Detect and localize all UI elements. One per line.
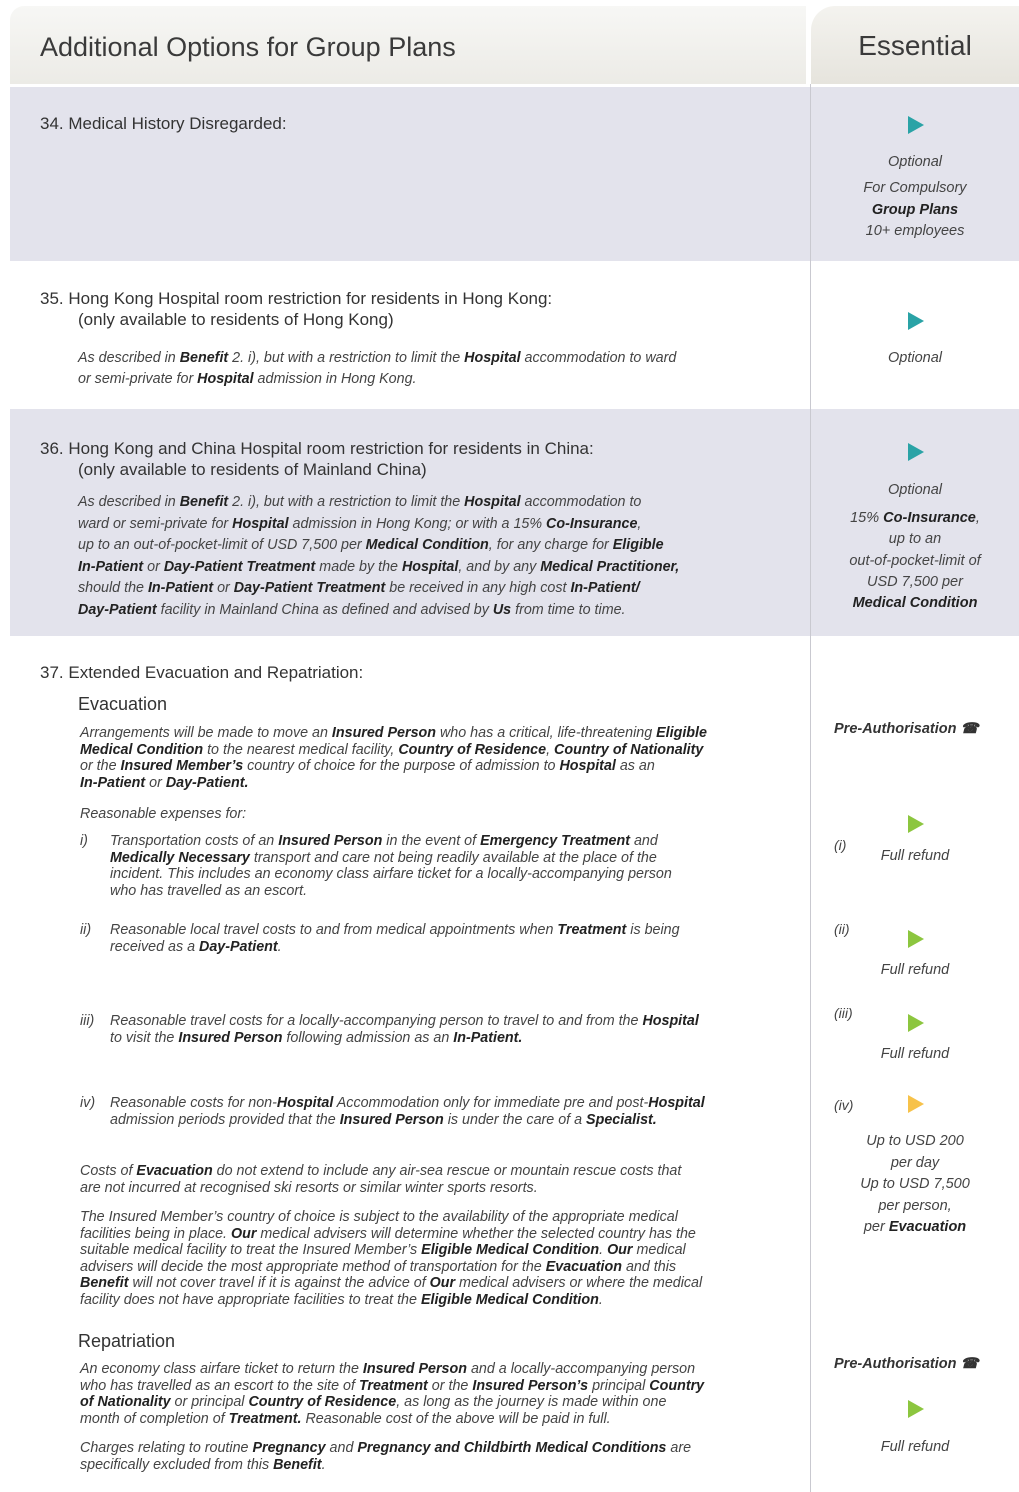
item-line: received as a Day-Patient. [110, 938, 282, 955]
page-title: Additional Options for Group Plans [40, 32, 456, 62]
item-iv-limit: Up to USD 200 [866, 1133, 964, 1149]
item-iii-refund: Full refund [880, 1046, 950, 1062]
section-36-line: ward or semi-private for Hospital admission in Hong Kong; or with a 15% Co-Insurance, [78, 515, 642, 532]
item-iii-body [110, 1013, 699, 1046]
country-choice-paragraph [80, 1209, 702, 1309]
choice-line: facilities being in place. Our medical advisers will determine whether the selected country has the [80, 1225, 696, 1242]
section-36-coinsurance: 15% Co-Insurance, [850, 510, 980, 526]
section-34-optional: Optional [887, 154, 942, 170]
section-36-right-line: up to an [888, 531, 942, 547]
section-36-line: Day-Patient facility in Mainland China as defined and advised by Us from time to time. [78, 601, 626, 618]
section-35-arrow-icon [908, 312, 924, 330]
item-line: Medically Necessary transport and care not being readily available at the place of the [110, 849, 657, 866]
choice-line: advisers will decide the most appropriate method of transportation for the Evacuation and this [80, 1258, 677, 1275]
right-item-number: (ii) [834, 921, 850, 937]
item-iv-arrow-icon [908, 1095, 924, 1113]
evacuation-body [80, 725, 707, 791]
section-36-optional: Optional [887, 482, 942, 498]
repatriation-refund: Full refund [880, 1439, 950, 1455]
costs-line: are not incurred at recognised ski resorts or similar winter sports resorts. [80, 1179, 538, 1196]
column-title: Essential [858, 30, 972, 61]
item-line: Reasonable travel costs for a locally-accompanying person to travel to and from the Hospital [110, 1013, 699, 1029]
section-37-heading: 37. Extended Evacuation and Repatriation: [40, 663, 364, 682]
item-i-arrow-icon [908, 815, 924, 833]
section-36-heading: 36. Hong Kong and China Hospital room restriction for residents in China: [40, 439, 594, 458]
costs-line: Costs of Evacuation do not extend to include any air-sea rescue or mountain rescue costs that [80, 1163, 682, 1179]
section-36-right-line: out-of-pocket-limit of [849, 553, 981, 569]
item-ii-refund: Full refund [880, 962, 950, 978]
pre-authorisation-repat: Pre-Authorisation ☎ [834, 1356, 979, 1372]
item-ii-arrow-icon [908, 930, 924, 948]
choice-line: suitable medical facility to treat the Insured Member’s Eligible Medical Condition. Our medical [80, 1242, 686, 1259]
section-34-heading: 34. Medical History Disregarded: [40, 114, 287, 133]
section-35-optional: Optional [887, 350, 942, 366]
pregnancy-line: specifically excluded from this Benefit. [80, 1456, 326, 1473]
section-34-compulsory: For Compulsory [863, 180, 967, 196]
item-number: iv) [80, 1095, 96, 1111]
item-iv-limit: Up to USD 7,500 [860, 1176, 970, 1192]
repatriation-line: of Nationality or principal Country of Residence, as long as the journey is made within one [80, 1394, 667, 1411]
item-i-body [110, 833, 672, 899]
section-36-subheading: (only available to residents of Mainland China) [78, 460, 427, 479]
choice-line: The Insured Member’s country of choice is subject to the availability of the appropriate medical [80, 1209, 678, 1225]
item-line: Reasonable costs for non-Hospital Accommodation only for immediate pre and post-Hospital [110, 1095, 705, 1111]
section-36-right-line: Medical Condition [852, 595, 978, 611]
item-line: to visit the Insured Person following admission as an In-Patient. [110, 1029, 523, 1046]
item-iv-limit: per person, [878, 1198, 952, 1214]
section-35-text: As described in Benefit 2. i), but with a restriction to limit the Hospital accommodation to ward [78, 350, 677, 366]
item-iv-limit: per day [890, 1155, 940, 1171]
repatriation-title: Repatriation [78, 1331, 176, 1351]
item-iv-limit: per Evacuation [863, 1219, 967, 1235]
section-34-employees: 10+ employees [865, 223, 965, 239]
section-36-line: As described in Benefit 2. i), but with a restriction to limit the Hospital accommodation to [78, 494, 642, 510]
section-34-arrow-icon [908, 116, 924, 134]
evacuation-line: Arrangements will be made to move an Insured Person who has a critical, life-threatening Eligible [80, 725, 707, 741]
item-line: Reasonable local travel costs to and from medical appointments when Treatment is being [110, 922, 680, 938]
right-item-number: (i) [834, 837, 847, 853]
column-divider [810, 84, 811, 1492]
item-line: admission periods provided that the Insured Person is under the care of a Specialist. [110, 1111, 657, 1128]
section-34-group-plans: Group Plans [871, 202, 959, 218]
item-line: incident. This includes an economy class airfare ticket for a locally-accompanying person [110, 866, 672, 883]
pregnancy-exclusion [80, 1440, 691, 1473]
section-36-line: should the In-Patient or Day-Patient Treatment be received in any high cost In-Patient/ [78, 580, 640, 597]
item-line: Transportation costs of an Insured Person in the event of Emergency Treatment and [110, 833, 658, 849]
choice-line: Benefit will not cover travel if it is against the advice of Our medical advisers or where the medical [80, 1275, 703, 1292]
section-36-body [78, 492, 679, 622]
item-number: ii) [80, 922, 92, 938]
repatriation-line: month of completion of Treatment. Reasonable cost of the above will be paid in full. [80, 1410, 611, 1427]
right-item-number: (iii) [834, 1005, 853, 1021]
section-35-text: or semi-private for Hospital admission in Hong Kong. [78, 371, 417, 387]
repatriation-line: An economy class airfare ticket to return the Insured Person and a locally-accompanying person [80, 1361, 696, 1377]
pregnancy-line: Charges relating to routine Pregnancy and Pregnancy and Childbirth Medical Conditions are [80, 1440, 692, 1456]
repatriation-line: who has travelled as an escort to the site of Treatment or the Insured Person’s principal Country [80, 1377, 705, 1394]
item-ii-body [110, 922, 680, 955]
evacuation-line: or the Insured Member’s country of choice for the purpose of admission to Hospital as an [80, 758, 655, 775]
costs-paragraph [80, 1163, 681, 1196]
section-35-heading: 35. Hong Kong Hospital room restriction for residents in Hong Kong: [40, 289, 553, 308]
repatriation-body [80, 1361, 704, 1427]
item-number: i) [80, 833, 88, 849]
section-36-line: up to an out-of-pocket-limit of USD 7,500 per Medical Condition, for any charge for Eligible [78, 537, 664, 554]
section-36-right-line: USD 7,500 per [867, 574, 963, 590]
pre-authorisation-evac: Pre-Authorisation ☎ [834, 721, 979, 737]
section-36-line: In-Patient or Day-Patient Treatment made by the Hospital, and by any Medical Practitioner, [78, 558, 680, 575]
reasonable-expenses: Reasonable expenses for: [80, 806, 247, 822]
item-iii-arrow-icon [908, 1014, 924, 1032]
item-iv-body [110, 1095, 705, 1128]
evacuation-line: In-Patient or Day-Patient. [80, 774, 249, 791]
choice-line: facility does not have appropriate facilities to treat the Eligible Medical Condition. [80, 1291, 603, 1308]
right-item-number: (iv) [834, 1097, 854, 1113]
section-36-arrow-icon [908, 443, 924, 461]
repatriation-arrow-icon [908, 1400, 924, 1418]
item-i-refund: Full refund [880, 848, 950, 864]
item-number: iii) [80, 1013, 95, 1029]
evacuation-line: Medical Condition to the nearest medical facility, Country of Residence, Country of Nationality [80, 741, 704, 758]
section-35-subheading: (only available to residents of Hong Kong) [78, 310, 394, 329]
evacuation-title: Evacuation [78, 694, 168, 714]
item-line: who has travelled as an escort. [110, 882, 308, 899]
